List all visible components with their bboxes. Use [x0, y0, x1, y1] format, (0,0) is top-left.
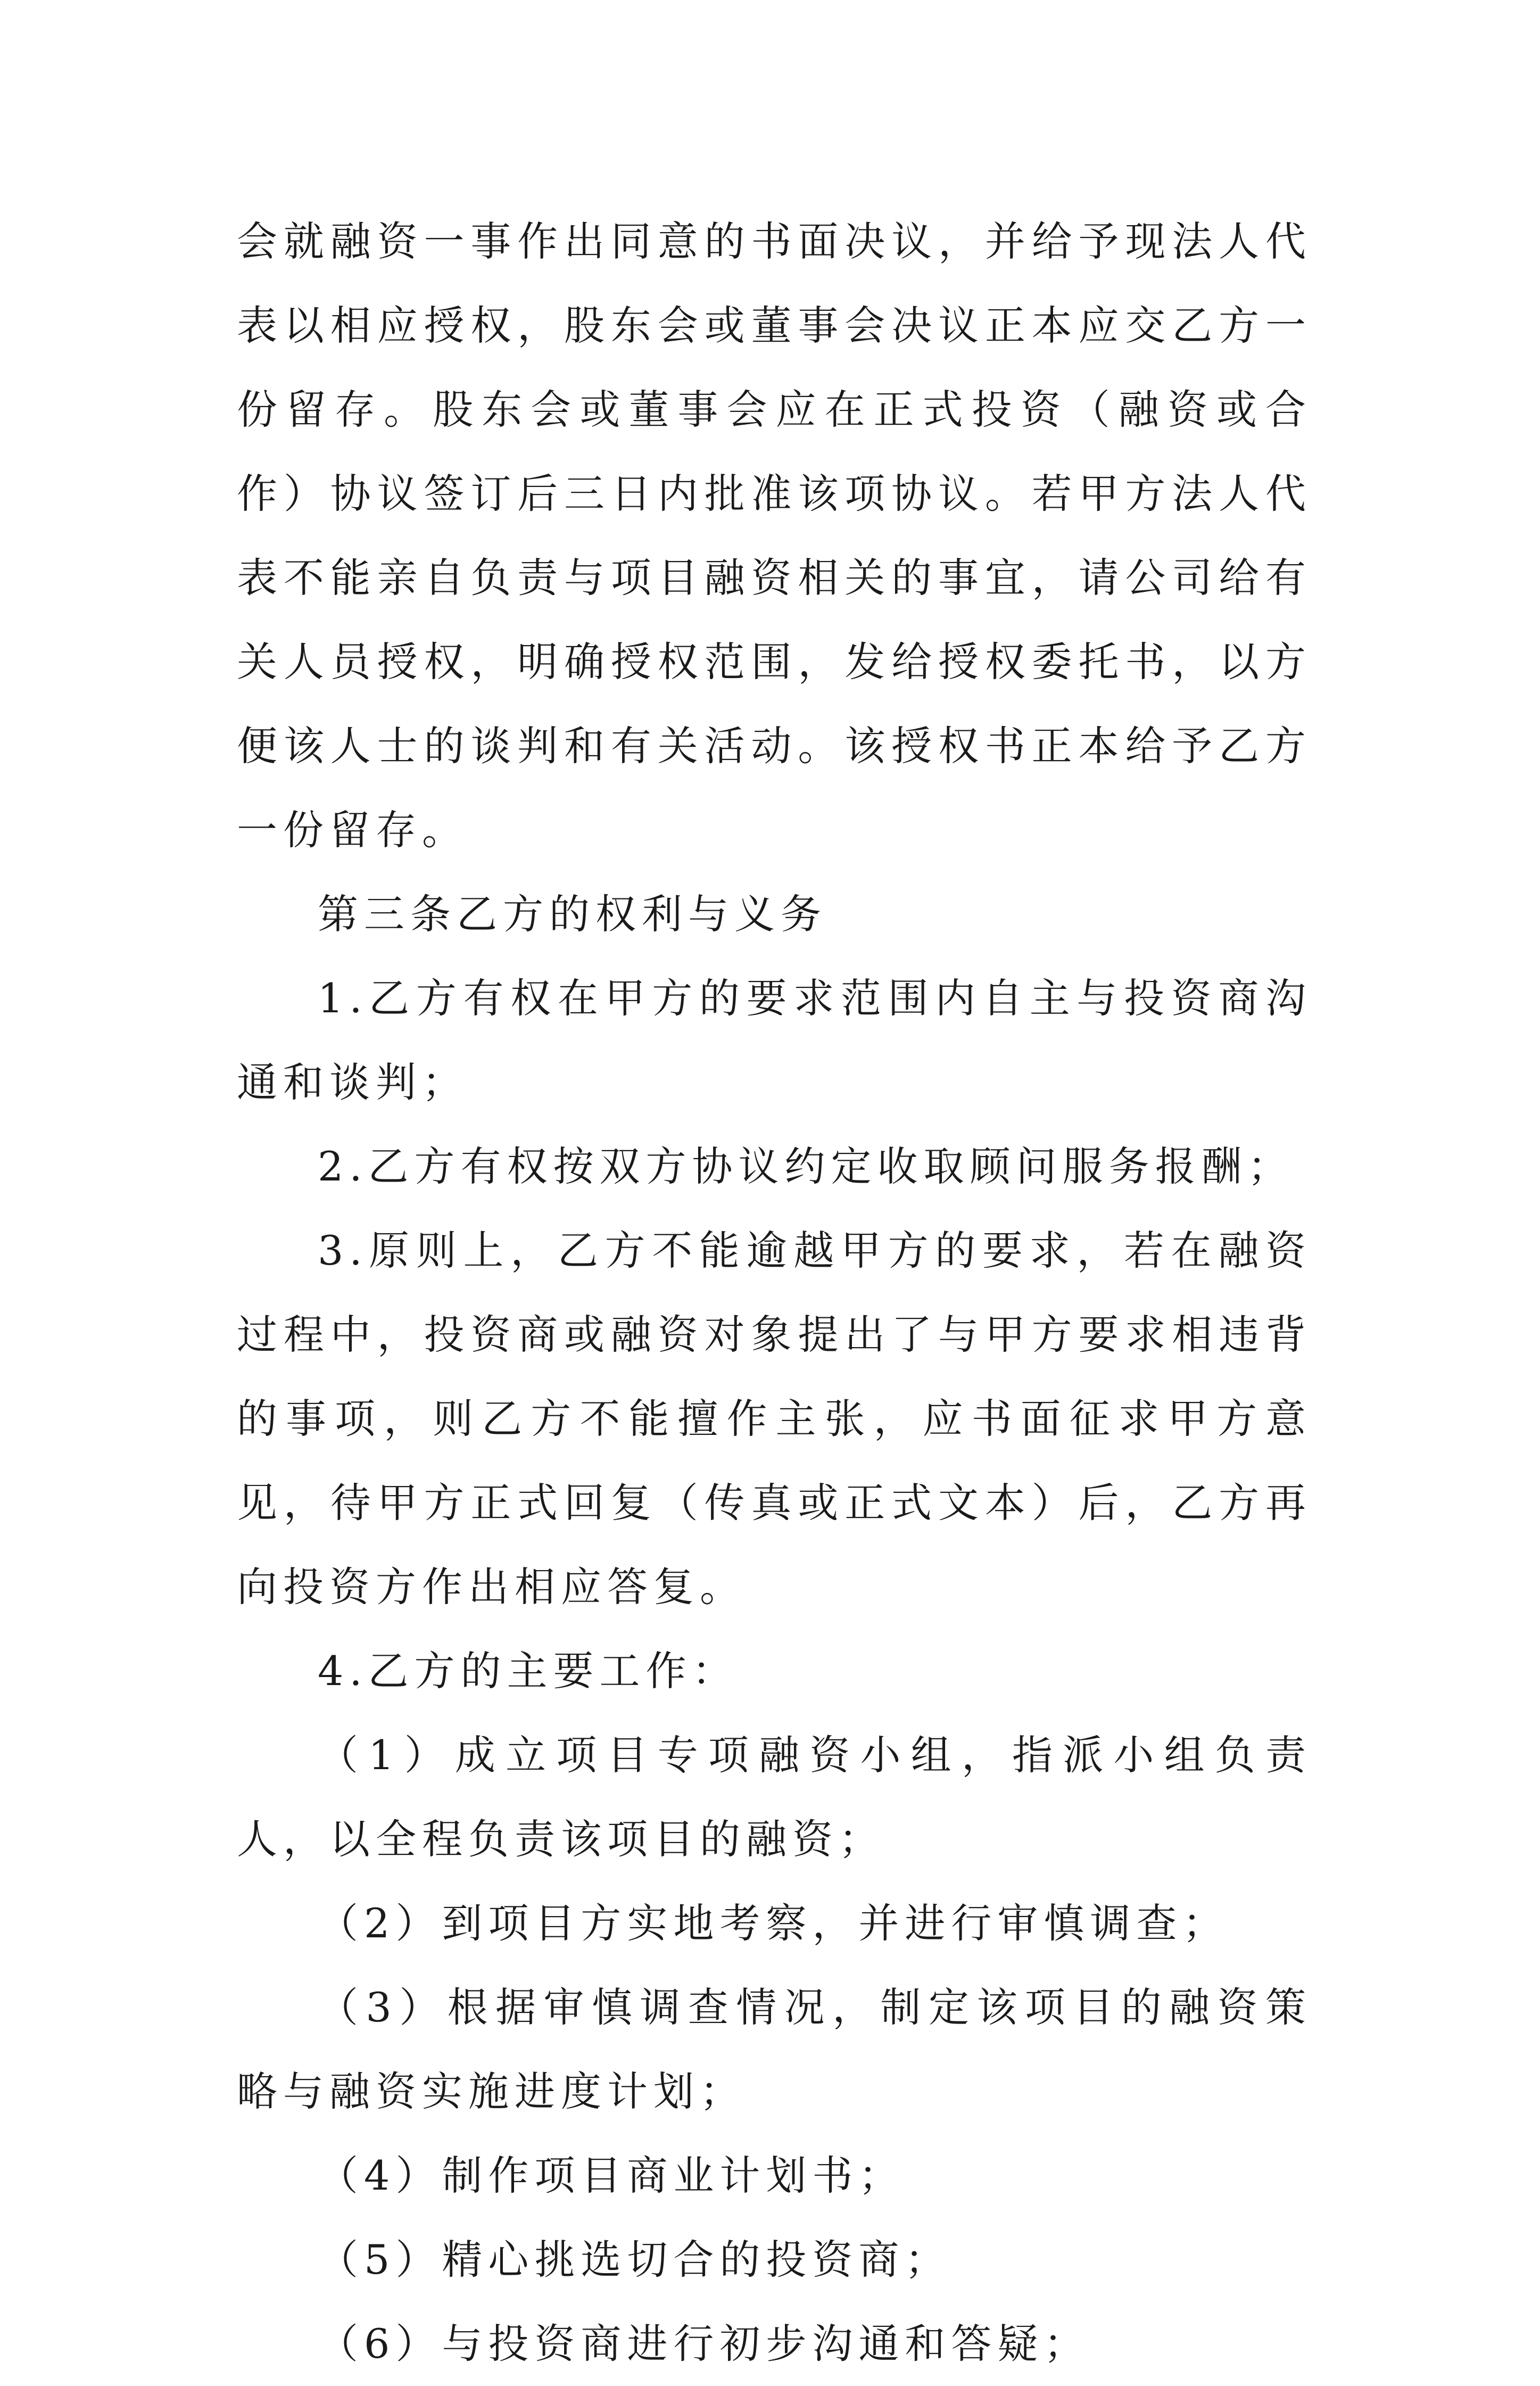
sub-item-1: （1）成立项目专项融资小组，指派小组负责人，以全程负责该项目的融资； [237, 1731, 1312, 1863]
list-item-1: 1.乙方有权在甲方的要求范围内自主与投资商沟通和谈判； [237, 975, 1312, 1106]
list-item-2: 2.乙方有权按双方协议约定收取顾问服务报酬； [318, 1143, 1294, 1190]
sub-item-5: （5）精心挑选切合的投资商； [318, 2236, 951, 2283]
list-item-4: 4.乙方的主要工作： [318, 1647, 739, 1695]
sub-item-3: （3）根据审慎调查情况，制定该项目的融资策略与融资实施进度计划； [237, 1984, 1312, 2115]
list-item-3: 3.原则上，乙方不能逾越甲方的要求，若在融资过程中，投资商或融资对象提出了与甲方要求相违背的事项，则乙方不能擅作主张，应书面征求甲方意见，待甲方正式回复（传真或正式文本）后，乙方再向投资方作出相应答复。 [237, 1227, 1312, 1611]
document-body [237, 200, 1312, 2386]
paragraph-authorization: 会就融资一事作出同意的书面决议，并给予现法人代表以相应授权，股东会或董事会决议正本应交乙方一份留存。股东会或董事会应在正式投资（融资或合作）协议签订后三日内批准该项协议。若甲方法人代表不能亲自负责与项目融资相关的事宜，请公司给有关人员授权，明确授权范围，发给授权委托书，以方便该人士的谈判和有关活动。该授权书正本给予乙方一份留存。 [237, 218, 1312, 854]
sub-item-6: （6）与投资商进行初步沟通和答疑； [318, 2320, 1090, 2367]
sub-item-4: （4）制作项目商业计划书； [318, 2152, 905, 2199]
section-heading-article-3: 第三条乙方的权利与义务 [318, 890, 827, 938]
sub-item-2: （2）到项目方实地考察，并进行审慎调查； [318, 1900, 1229, 1947]
